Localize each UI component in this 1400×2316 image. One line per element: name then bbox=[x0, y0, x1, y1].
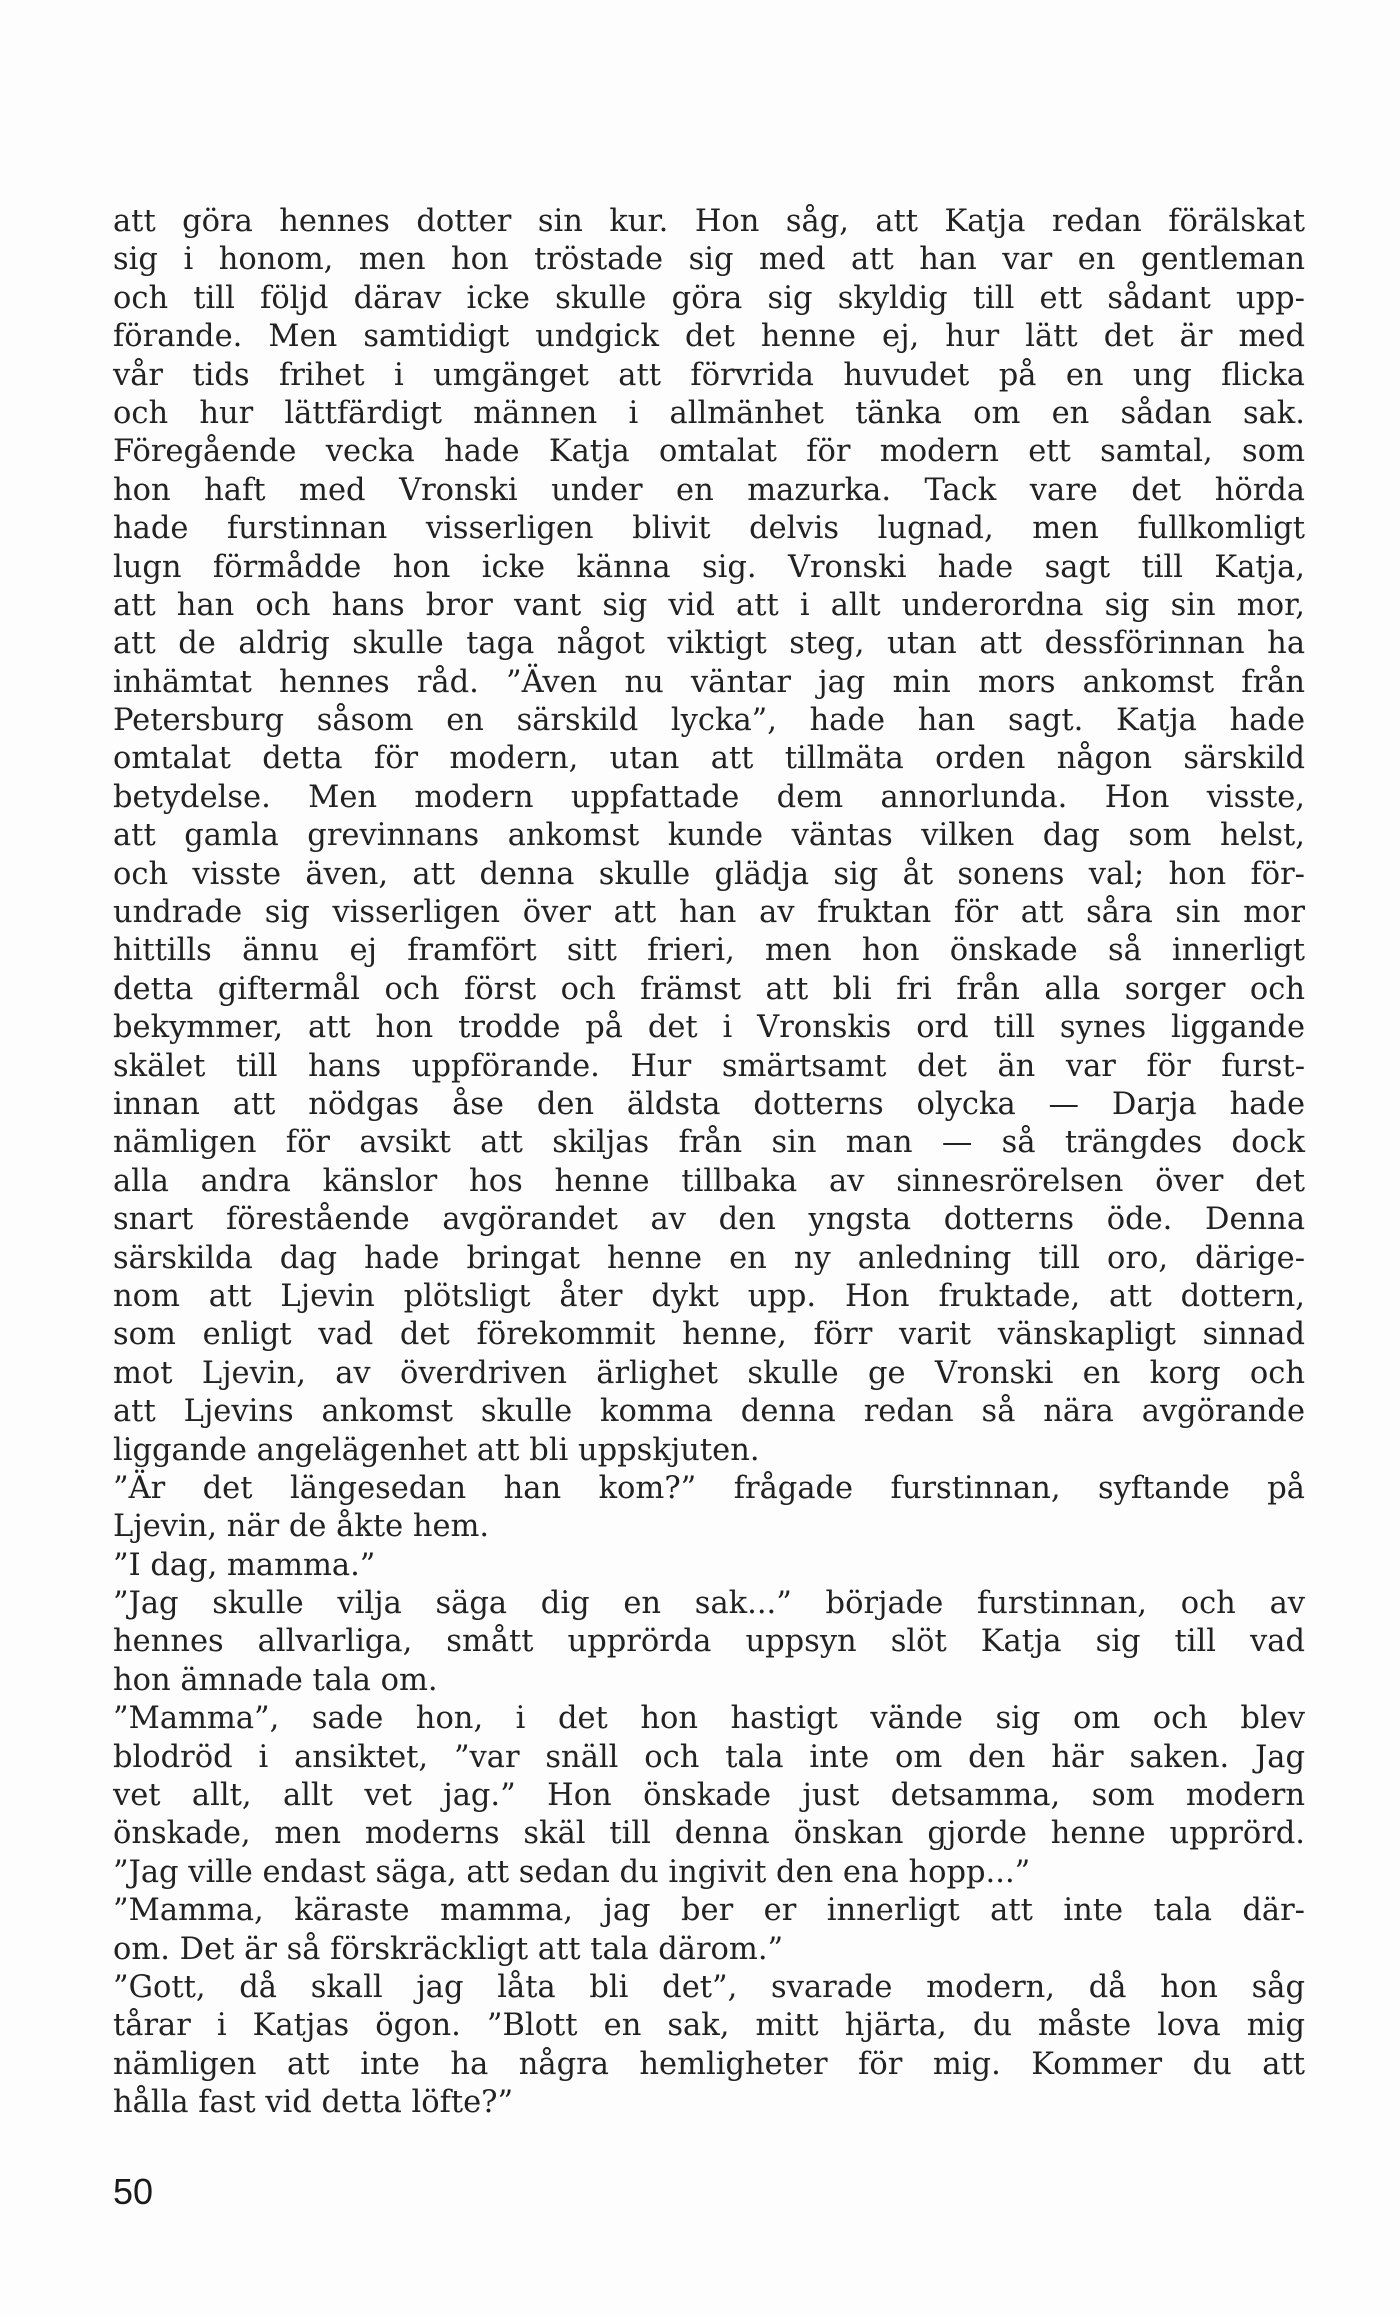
text-line: om. Det är så förskräckligt att tala därom.” bbox=[113, 1931, 784, 1967]
text-line: att göra hennes dotter sin kur. Hon såg, att Katja redan förälskat bbox=[113, 204, 1305, 239]
text-line: ”Jag skulle vilja säga dig en sak...” började furstinnan, och av bbox=[113, 1586, 1305, 1622]
text-line: att de aldrig skulle taga något viktigt steg, utan att dessförinnan ha bbox=[113, 626, 1305, 662]
text-line: liggande angelägenhet att bli uppskjuten. bbox=[113, 1432, 760, 1468]
text-line: särskilda dag hade bringat henne en ny anledning till oro, därige- bbox=[113, 1240, 1305, 1276]
text-line: vår tids frihet i umgänget att förvrida huvudet på en ung flicka bbox=[113, 357, 1305, 393]
text-line: inhämtat hennes råd. ”Även nu väntar jag min mors ankomst från bbox=[113, 664, 1305, 700]
text-line: skälet till hans uppförande. Hur smärtsamt det än var för furst- bbox=[113, 1048, 1305, 1084]
text-line: snart förestående avgörandet av den yngsta dotterns öde. Denna bbox=[113, 1202, 1305, 1238]
text-line: omtalat detta för modern, utan att tillmäta orden någon särskild bbox=[113, 741, 1305, 777]
text-line: att han och hans bror vant sig vid att i allt underordna sig sin mor, bbox=[113, 587, 1305, 623]
text-line: och till följd därav icke skulle göra sig skyldig till ett sådant upp- bbox=[113, 280, 1305, 316]
text-line: nämligen för avsikt att skiljas från sin man — så trängdes dock bbox=[113, 1125, 1305, 1161]
text-line: ”Jag ville endast säga, att sedan du ingivit den ena hopp...” bbox=[113, 1854, 1031, 1890]
text-line: och visste även, att denna skulle glädja sig åt sonens val; hon för- bbox=[113, 856, 1305, 892]
text-line: hade furstinnan visserligen blivit delvis lugnad, men fullkomligt bbox=[113, 511, 1305, 547]
text-line: ”Gott, då skall jag låta bli det”, svarade modern, då hon såg bbox=[113, 1969, 1305, 2005]
text-line: hålla fast vid detta löfte?” bbox=[113, 2085, 514, 2121]
text-line: alla andra känslor hos henne tillbaka av sinnesrörelsen över det bbox=[113, 1163, 1305, 1199]
text-line: och hur lättfärdigt männen i allmänhet tänka om en sådan sak. bbox=[113, 395, 1305, 431]
text-line: hon haft med Vronski under en mazurka. Tack vare det hörda bbox=[113, 472, 1305, 508]
text-line: hon ämnade tala om. bbox=[113, 1662, 438, 1698]
text-line: att Ljevins ankomst skulle komma denna redan så nära avgörande bbox=[113, 1394, 1305, 1430]
text-line: som enligt vad det förekommit henne, förr varit vänskapligt sinnad bbox=[113, 1317, 1305, 1353]
body-text bbox=[113, 203, 1305, 2123]
text-line: nämligen att inte ha några hemligheter för mig. Kommer du att bbox=[113, 2046, 1305, 2082]
text-line: innan att nödgas åse den äldsta dotterns olycka — Darja hade bbox=[113, 1086, 1305, 1122]
text-line: blodröd i ansiktet, ”var snäll och tala inte om den här saken. Jag bbox=[113, 1739, 1305, 1775]
text-line: ”Mamma, käraste mamma, jag ber er innerligt att inte tala där- bbox=[113, 1893, 1305, 1929]
text-line: vet allt, allt vet jag.” Hon önskade just detsamma, som modern bbox=[113, 1778, 1305, 1814]
text-line: ”Är det längesedan han kom?” frågade furstinnan, syftande på bbox=[113, 1470, 1305, 1506]
text-line: tårar i Katjas ögon. ”Blott en sak, mitt hjärta, du måste lova mig bbox=[113, 2008, 1305, 2044]
text-line: Ljevin, när de åkte hem. bbox=[113, 1509, 490, 1545]
text-line: betydelse. Men modern uppfattade dem annorlunda. Hon visste, bbox=[113, 779, 1305, 815]
text-line: Föregående vecka hade Katja omtalat för modern ett samtal, som bbox=[113, 434, 1305, 470]
text-line: önskade, men moderns skäl till denna önskan gjorde henne upprörd. bbox=[113, 1816, 1305, 1852]
text-line: mot Ljevin, av överdriven ärlighet skulle ge Vronski en korg och bbox=[113, 1355, 1305, 1391]
text-line: hennes allvarliga, smått upprörda uppsyn slöt Katja sig till vad bbox=[113, 1624, 1305, 1660]
text-line: detta giftermål och först och främst att bli fri från alla sorger och bbox=[113, 971, 1305, 1007]
text-line: nom att Ljevin plötsligt åter dykt upp. Hon fruktade, att dottern, bbox=[113, 1278, 1305, 1314]
text-line: ”Mamma”, sade hon, i det hon hastigt vände sig om och blev bbox=[113, 1701, 1305, 1737]
text-line: bekymmer, att hon trodde på det i Vronskis ord till synes liggande bbox=[113, 1010, 1305, 1046]
text-line: sig i honom, men hon tröstade sig med att han var en gentleman bbox=[113, 242, 1305, 278]
text-line: ”I dag, mamma.” bbox=[113, 1547, 376, 1583]
text-line: Petersburg såsom en särskild lycka”, hade han sagt. Katja hade bbox=[113, 703, 1305, 739]
text-line: förande. Men samtidigt undgick det henne ej, hur lätt det är med bbox=[113, 319, 1305, 355]
page-number: 50 bbox=[113, 2171, 154, 2212]
text-line: lugn förmådde hon icke känna sig. Vronski hade sagt till Katja, bbox=[113, 549, 1305, 585]
text-line: att gamla grevinnans ankomst kunde väntas vilken dag som helst, bbox=[113, 818, 1305, 854]
text-line: hittills ännu ej framfört sitt frieri, men hon önskade så innerligt bbox=[113, 933, 1305, 969]
text-line: undrade sig visserligen över att han av fruktan för att såra sin mor bbox=[113, 895, 1305, 931]
